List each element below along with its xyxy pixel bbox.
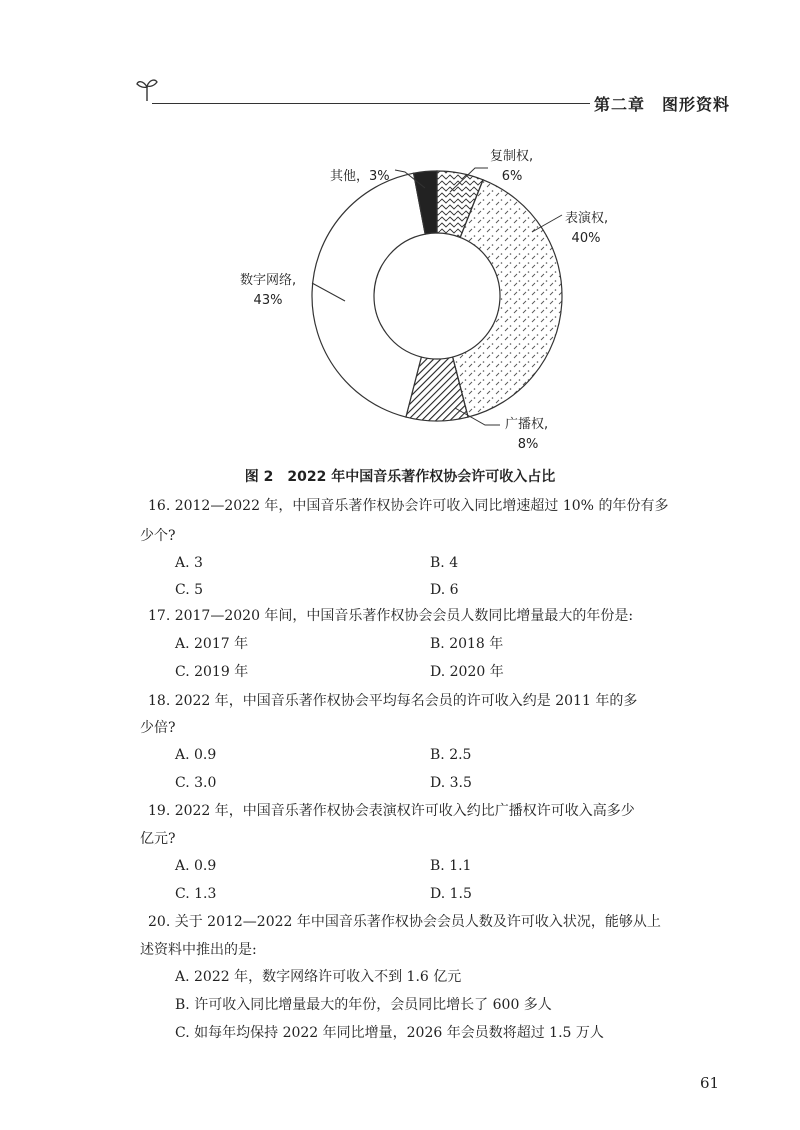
slice-label-perform-0: 表演权,	[565, 211, 609, 226]
slice-label-copy-0: 复制权,	[490, 149, 534, 164]
question-19-option-b: B. 1.1	[430, 858, 472, 874]
question-17-option-a: A. 2017 年	[175, 636, 249, 652]
question-18-line-1: 18. 2022 年，中国音乐著作权协会平均每名会员的许可收入约是 2011 年的多	[148, 693, 638, 709]
slice-label-digital-1: 43%	[253, 293, 283, 308]
question-17-option-b: B. 2018 年	[430, 636, 504, 652]
question-17-option-c: C. 2019 年	[175, 664, 249, 680]
question-19-line-2: 亿元?	[140, 831, 176, 847]
slice-数字网络	[312, 173, 425, 417]
question-20-option-c: C. 如每年均保持 2022 年同比增量，2026 年会员数将超过 1.5 万人	[175, 1025, 604, 1041]
question-17-line-1: 17. 2017—2020 年间，中国音乐著作权协会会员人数同比增量最大的年份是:	[148, 608, 634, 624]
slice-label-digital-0: 数字网络,	[240, 273, 297, 288]
slice-label-other-0: 其他，3%	[330, 169, 390, 184]
question-19-option-d: D. 1.5	[430, 886, 472, 902]
question-20-line-2: 述资料中推出的是:	[140, 942, 257, 958]
question-18-option-a: A. 0.9	[175, 747, 217, 763]
chapter-title: 第二章 图形资料	[594, 95, 731, 114]
question-19-line-1: 19. 2022 年，中国音乐著作权协会表演权许可收入约比广播权许可收入高多少	[148, 803, 635, 819]
question-20-line-1: 20. 关于 2012—2022 年中国音乐著作权协会会员人数及许可收入状况，能够从上	[148, 914, 661, 930]
question-20-option-a: A. 2022 年，数字网络许可收入不到 1.6 亿元	[175, 969, 462, 985]
question-19-option-c: C. 1.3	[175, 886, 217, 902]
question-17-option-d: D. 2020 年	[430, 664, 504, 680]
figure-caption: 图 2 2022 年中国音乐著作权协会许可收入占比	[244, 469, 556, 485]
question-16-line-1: 16. 2012—2022 年，中国音乐著作权协会许可收入同比增速超过 10% 的年份有多	[148, 498, 669, 514]
question-18-line-2: 少倍?	[140, 720, 176, 736]
question-16-option-c: C. 5	[175, 582, 204, 598]
question-18-option-c: C. 3.0	[175, 775, 217, 791]
slice-label-broadcast-1: 8%	[517, 437, 539, 452]
question-18-option-b: B. 2.5	[430, 747, 472, 763]
question-16-option-a: A. 3	[175, 555, 203, 571]
slice-label-perform-1: 40%	[571, 231, 601, 246]
page-number: 61	[700, 1074, 720, 1092]
question-18-option-d: D. 3.5	[430, 775, 472, 791]
question-20-option-b: B. 许可收入同比增量最大的年份，会员同比增长了 600 多人	[175, 997, 552, 1013]
question-16-option-b: B. 4	[430, 555, 459, 571]
slice-label-copy-1: 6%	[501, 169, 523, 184]
question-16-line-2: 少个?	[140, 528, 176, 544]
slice-label-broadcast-0: 广播权,	[505, 417, 549, 432]
donut-chart	[0, 0, 800, 460]
slice-表演权	[453, 180, 562, 417]
question-19-option-a: A. 0.9	[175, 858, 217, 874]
question-16-option-d: D. 6	[430, 582, 459, 598]
